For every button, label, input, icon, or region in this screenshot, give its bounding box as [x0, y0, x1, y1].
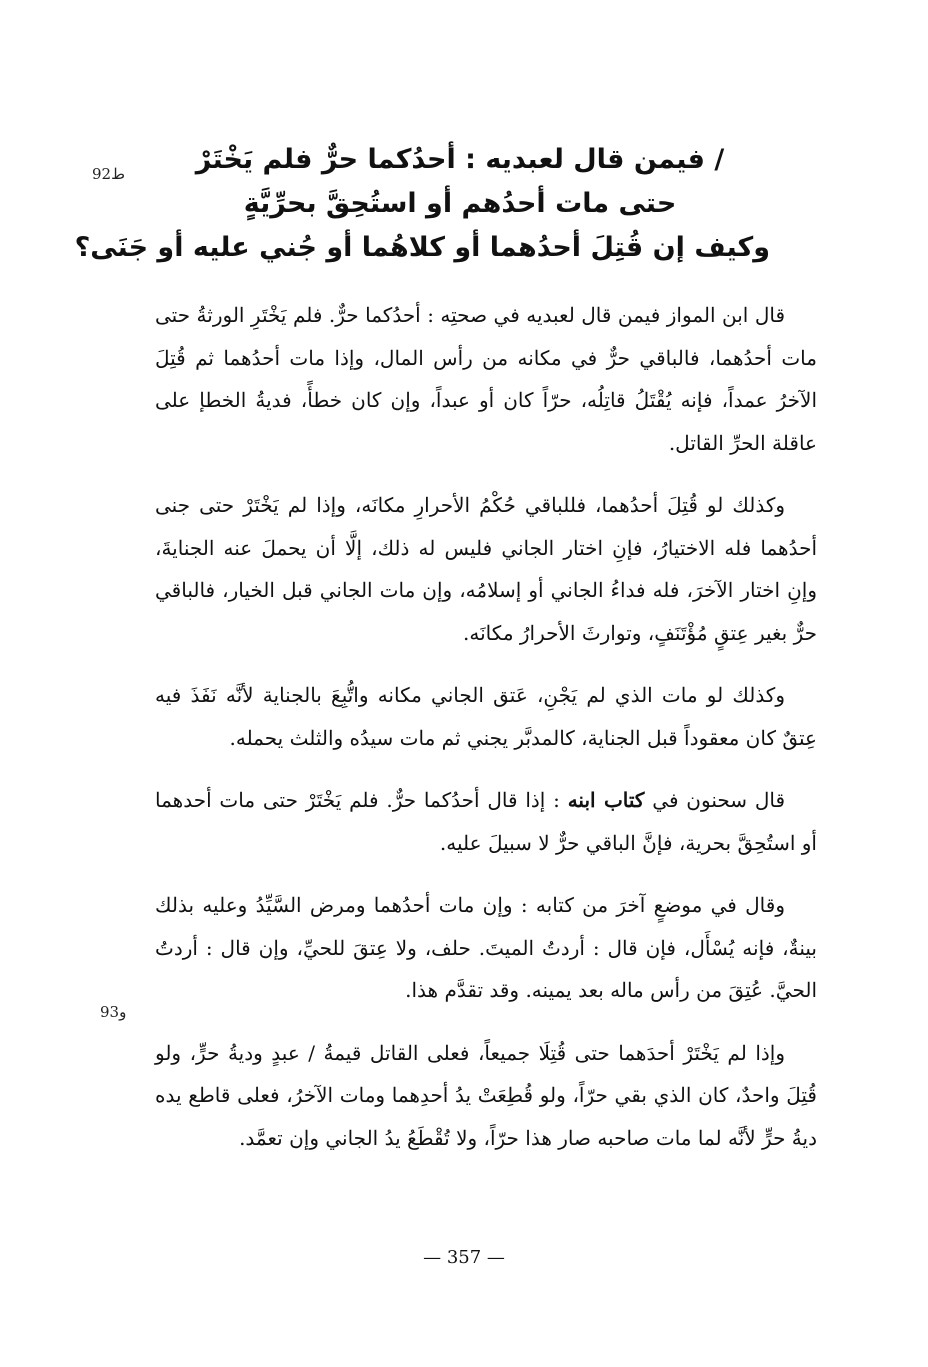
- body-text: [155, 294, 817, 1179]
- paragraph-4-start: قال سحنون في: [644, 788, 786, 812]
- book-title-reference: كتاب ابنه: [567, 788, 645, 812]
- heading-line-1: / فيمن قال لعبديه : أحدُكما حرٌّ فلم يَخْتَرْ: [195, 144, 725, 175]
- paragraph-4: [155, 779, 817, 864]
- paragraph-4-end: : إذا قال أحدُكما حرٌّ. فلم يَخْتَرْ حتى مات أحدهما أو استُحِقَّ بحرية، فإنَّ الباقي حرٌّ لا سبيلَ عليه.: [155, 788, 817, 855]
- paragraph-2: وكذلك لو قُتِلَ أحدُهما، فللباقي حُكْمُ الأحرارِ مكانَه، وإذا لم يَخْتَرْ حتى جنى أحدُهما فله الاختيارُ، فإنِ اختار الجاني فليس له ذلك، إلَّا أن يحملَ عنه الجنايةَ، وإنِ اختار الآخرَ، فله فداءُ الجاني أو إسلامُه، وإن مات الجاني قبل الخيار، فالباقي حرٌّ بغير عِتقٍ مُؤْتَنَفٍ، وتوارثَ الأحرارُ مكانَه.: [155, 493, 817, 645]
- margin-folio-note-93: و93: [100, 1003, 127, 1021]
- heading-line-3: وكيف إن قُتِلَ أحدُهما أو كلاهُما أو جُني عليه أو جَنَى؟: [74, 232, 770, 263]
- paragraph-5: وقال في موضعٍ آخرَ من كتابه : وإن مات أحدُهما ومرض السَّيِّدُ وعليه بذلك بينةٌ، فإنه يُسْأَل، فإن قال : أردتُ الميتَ. حلف، ولا عِتقَ للحيِّ، وإن قال : أردتُ الحيَّ. عُتِقَ من رأس ماله بعد يمينه. وقد تقدَّم هذا.: [155, 893, 817, 1002]
- heading-line-2: حتى مات أحدُهم أو استُحِقَّ بحرِّيَّةٍ: [243, 188, 677, 219]
- paragraph-3: وكذلك لو مات الذي لم يَجْنِ، عَتق الجاني مكانه واتُّبِعَ بالجناية لأنَّه نَفَذَ فيه عِتقٌ كان معقوداً قبل الجناية، كالمدبَّر يجني ثم مات سيدُه والثلث يحمله.: [155, 683, 817, 750]
- margin-folio-note-92: ط92: [92, 165, 125, 183]
- paragraph-1: قال ابن المواز فيمن قال لعبديه في صحتِه : أحدُكما حرٌّ. فلم يَخْتَرِ الورثةُ حتى مات أحدُهما، فالباقي حرٌّ في مكانه من رأس المال، وإذا مات أحدُهما ثم قُتِلَ الآخرُ عمداً، فإنه يُقْتَلُ قاتِلُه، حرّاً كان أو عبداً، وإن كان خطأً، فديةُ الخطإ على عاقلة الحرِّ القاتل.: [155, 303, 817, 455]
- page-number: — 357 —: [423, 1247, 505, 1268]
- paragraph-6: وإذا لم يَخْتَرْ أحدَهما حتى قُتِلَا جميعاً، فعلى القاتل قيمةُ / عبدٍ وديةُ حرٍّ، ولو قُتِلَ واحدٌ، كان الذي بقي حرّاً، ولو قُطِعَتْ يدُ أحدِهما ومات الآخرُ، فعلى قاطع يده ديةُ حرٍّ لأنَّه لما مات صاحبه صار هذا حرّاً، ولا تُقْطَعُ يدُ الجاني وإن تعمَّد.: [155, 1040, 817, 1150]
